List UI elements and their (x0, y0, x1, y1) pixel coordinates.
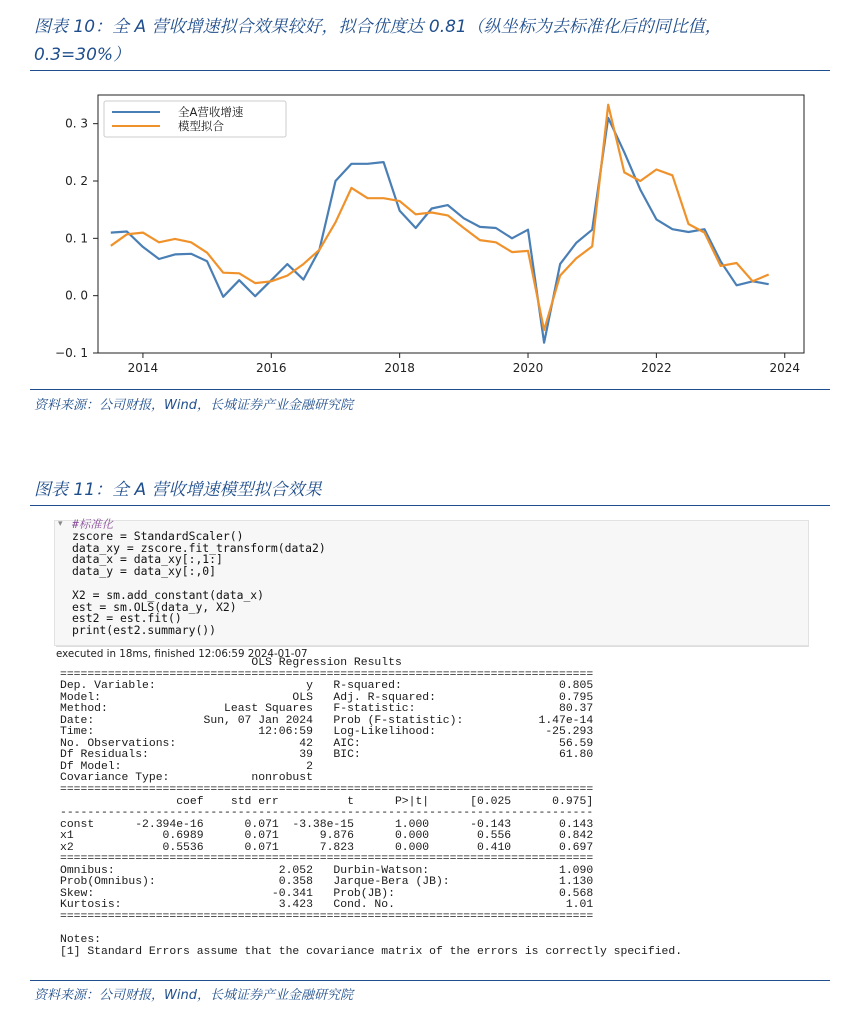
legend-label-2: 模型拟合 (178, 119, 224, 133)
x-tick-label: 2020 (512, 361, 544, 375)
figure10-bottom-rule (30, 389, 830, 390)
code-block (72, 519, 326, 637)
figure11-title: 图表 11：全 A 营收增速模型拟合效果 (34, 480, 322, 500)
figure10-source: 资料来源：公司财报，Wind，长城证券产业金融研究院 (34, 398, 353, 413)
figure11-source: 资料来源：公司财报，Wind，长城证券产业金融研究院 (34, 988, 353, 1003)
x-tick-label: 2016 (256, 361, 287, 375)
x-tick-label: 2014 (127, 361, 159, 375)
x-tick-label: 2022 (641, 361, 672, 375)
ols-regression-output: OLS Regression Results ============================================================================== Dep. Variable: y R-squared: 0.805 Model: OLS Adj. R-squared: 0.795 Method: Least Squares F-statistic: 80.37 Date: Sun, 07 Jan 2024 Prob (F-statistic): 1.47e-14 Time: 12:06:59 Log-Likelihood: -25.293 No. Observations: 42 AIC: 56.59 Df Residuals: 39 BIC: 61.80 Df Model: 2 Covariance Type: nonrobust ============================================================================== coef std err t P>|t| [0.025 0.975] ------------------------------------------------------------------------------ const -2.394e-16 0.071 -3.38e-15 1.000 -0.143 0.143 x1 0.6989 0.071 9.876 0.000 0.556 0.842 x2 0.5536 0.071 7.823 0.000 0.410 0.697 ============================================================================== Omnibus: 2.052 Durbin-Watson: 1.090 Prob(Omnibus): 0.358 Jarque-Bera (JB): 1.130 Skew: -0.341 Prob(JB): 0.568 Kurtosis: 3.423 Cond. No. 1.01 ============================================================================== Notes: [1] Standard Errors assume that the covariance matrix of the errors is correctly specified. (60, 657, 683, 958)
execution-status: executed in 18ms, finished 12:06:59 2024-01-07 (56, 646, 809, 660)
y-tick-label: 0. 1 (65, 231, 88, 246)
collapse-icon[interactable]: ▾ (58, 519, 63, 529)
figure10-title-line1: 图表 10：全 A 营收增速拟合效果较好，拟合优度达 0.81（纵坐标为去标准化后的同比值， (34, 17, 722, 37)
y-tick-label: 0. 3 (65, 116, 88, 131)
legend-label-1: 全A营收增速 (178, 105, 244, 119)
x-tick-label: 2024 (769, 361, 801, 375)
y-tick-label: 0. 0 (65, 288, 88, 303)
revenue-growth-chart (32, 90, 807, 380)
x-tick-label: 2018 (384, 361, 415, 375)
y-tick-label: 0. 2 (65, 174, 88, 188)
figure11-top-rule (30, 505, 830, 506)
figure10-top-rule (30, 70, 830, 71)
code-comment: #标准化 (72, 517, 114, 531)
code-body: zscore = StandardScaler() data_xy = zscore.fit_transform(data2) data_x = data_xy[:,1:] data_y = data_xy[:,0] X2 = sm.add_constant(data_x) est = sm.OLS(data_y, X2) est2 = est.fit() print(est2.summary()) (72, 528, 326, 638)
y-tick-label: −0. 1 (55, 346, 88, 360)
figure11-bottom-rule (30, 980, 830, 981)
figure10-title-line2: 0.3=30%） (34, 45, 131, 65)
